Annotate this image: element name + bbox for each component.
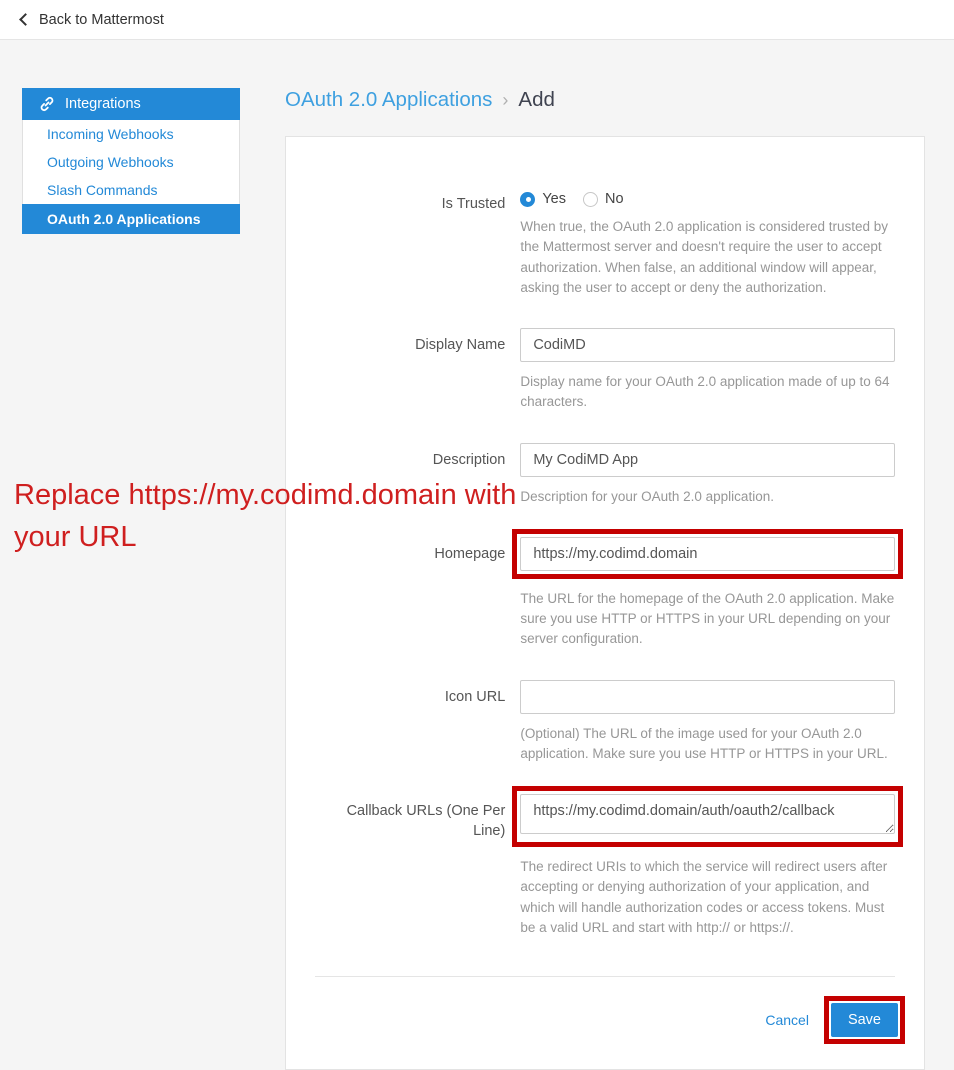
link-icon: [39, 96, 55, 112]
is-trusted-label: Is Trusted: [441, 196, 506, 212]
description-input[interactable]: [520, 443, 895, 477]
oauth-add-form-card: [285, 136, 925, 1070]
callback-urls-help: The redirect URIs to which the service will redirect users after accepting or denying authorization of your application, and which will handle authorization codes or access tokens. Must be a valid URL and start with http:// or https://.: [520, 859, 888, 935]
radio-checked-icon[interactable]: [520, 192, 535, 207]
breadcrumb-current: Add: [518, 88, 555, 111]
sidebar-item-incoming-webhooks[interactable]: [23, 120, 239, 148]
save-highlight-box: [824, 996, 905, 1044]
form-row-icon-url: [286, 680, 924, 765]
back-link-label: Back to Mattermost: [39, 11, 164, 28]
sidebar-item-outgoing-webhooks[interactable]: [23, 148, 239, 176]
sidebar-item-slash-commands[interactable]: [23, 176, 239, 204]
icon-url-input[interactable]: [520, 680, 895, 714]
is-trusted-yes-radio[interactable]: [520, 191, 566, 207]
callback-urls-label: Callback URLs (One Per Line): [346, 803, 506, 840]
breadcrumb: [285, 88, 935, 112]
is-trusted-radio-group: [520, 187, 895, 207]
display-name-input[interactable]: [520, 328, 895, 362]
topbar: [0, 0, 954, 40]
display-name-help: Display name for your OAuth 2.0 application made of up to 64 characters.: [520, 374, 890, 410]
callback-urls-highlight-box: [512, 786, 903, 847]
form-row-display-name: [286, 328, 924, 413]
sidebar-item-label[interactable]: Incoming Webhooks: [47, 126, 174, 142]
icon-url-help: (Optional) The URL of the image used for your OAuth 2.0 application. Make sure you use HTTP or HTTPS in your URL.: [520, 725, 888, 761]
breadcrumb-parent-link[interactable]: OAuth 2.0 Applications: [285, 88, 493, 111]
card-footer: [286, 977, 924, 1069]
cancel-button[interactable]: Cancel: [765, 1012, 809, 1028]
sidebar-item-oauth-applications[interactable]: OAuth 2.0 Applications: [22, 204, 240, 234]
sidebar: [22, 88, 240, 234]
display-name-label: Display Name: [415, 337, 506, 353]
homepage-input[interactable]: [520, 537, 895, 571]
chevron-left-icon: [19, 13, 32, 26]
radio-no-label: No: [604, 191, 624, 207]
is-trusted-no-radio[interactable]: [583, 191, 624, 207]
homepage-help: The URL for the homepage of the OAuth 2.0 application. Make sure you use HTTP or HTTPS in your URL depending on your server configuration.: [520, 590, 895, 647]
breadcrumb-separator: ›: [502, 89, 509, 110]
sidebar-header-label: Integrations: [65, 96, 141, 112]
sidebar-item-label[interactable]: Slash Commands: [47, 182, 158, 198]
back-to-mattermost-link[interactable]: [21, 12, 164, 28]
form-row-callback-urls: [286, 794, 924, 938]
radio-yes-label: Yes: [542, 191, 566, 207]
save-button[interactable]: Save: [831, 1003, 898, 1037]
description-help: Description for your OAuth 2.0 application.: [520, 488, 774, 504]
sidebar-header-integrations: [22, 88, 240, 120]
homepage-label: Homepage: [434, 545, 506, 562]
is-trusted-help: When true, the OAuth 2.0 application is considered trusted by the Mattermost server and doesn't require the user to accept authorization. When false, an additional window will appear, asking the user to accept or deny the authorization.: [520, 219, 889, 295]
description-label: Description: [432, 451, 506, 468]
callback-urls-textarea[interactable]: [520, 794, 895, 834]
icon-url-label: Icon URL: [444, 688, 506, 705]
annotation-replace-url: Replace https://my.codimd.domain with your URL: [14, 479, 517, 554]
radio-unchecked-icon[interactable]: [583, 192, 598, 207]
sidebar-list: [22, 120, 240, 234]
sidebar-item-label[interactable]: Outgoing Webhooks: [47, 154, 174, 170]
form-row-is-trusted: [286, 187, 924, 298]
homepage-highlight-box: [512, 529, 903, 579]
